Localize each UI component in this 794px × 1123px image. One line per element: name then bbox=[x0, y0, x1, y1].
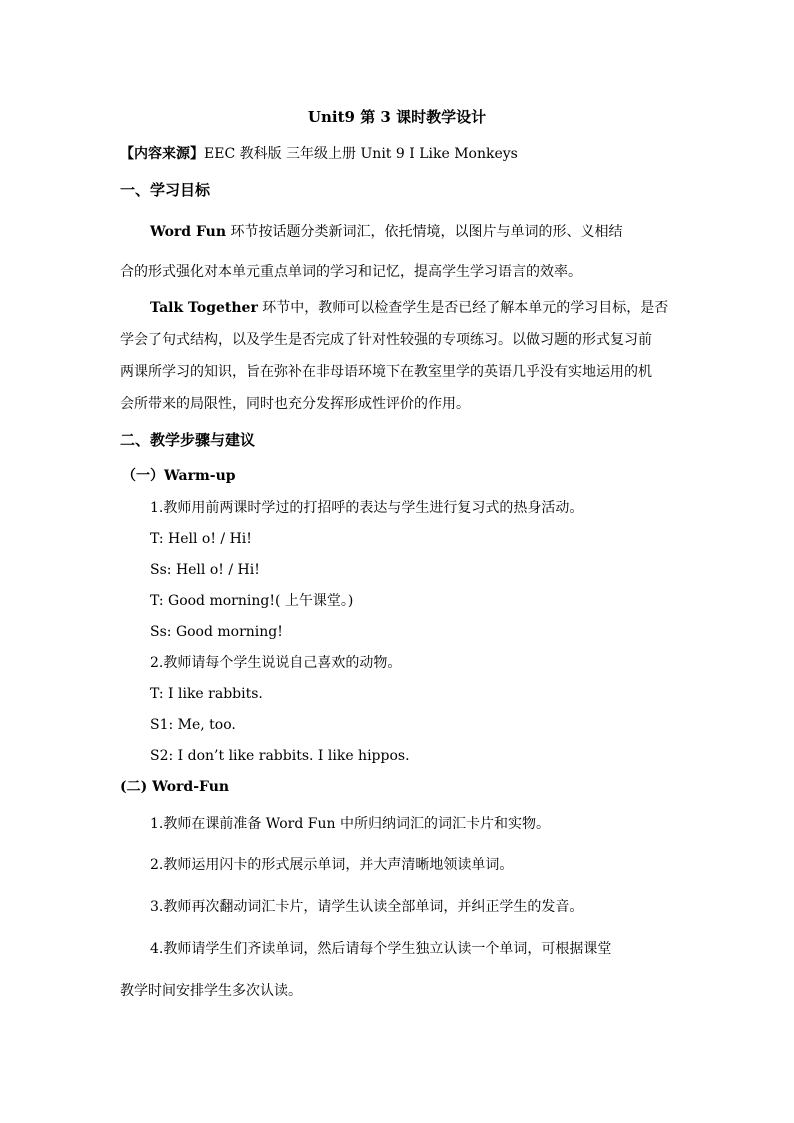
paragraph-1-line-1 bbox=[150, 222, 622, 242]
content-source-label: 【内容来源】 bbox=[120, 146, 204, 162]
talk-together-term: Talk Together bbox=[150, 300, 258, 316]
content-source-text: EEC 教科版 三年级上册 Unit 9 I Like Monkeys bbox=[204, 146, 518, 162]
paragraph-1-line-2: 合的形式强化对本单元重点单词的学习和记忆，提高学生学习语言的效率。 bbox=[120, 264, 582, 280]
content-source bbox=[120, 144, 518, 164]
dialogue-line: S1: Me, too. bbox=[150, 717, 236, 733]
dialogue-line: Ss: Good morning! bbox=[150, 624, 283, 640]
word-fun-step-1: 1.教师在课前准备 Word Fun 中所归纳词汇的词汇卡片和实物。 bbox=[150, 816, 550, 832]
dialogue-line: S2: I don’t like rabbits. I like hippos. bbox=[150, 748, 410, 764]
word-fun-step-2: 2.教师运用闪卡的形式展示单词，并大声清晰地领读单词。 bbox=[150, 857, 514, 873]
paragraph-2-line-2: 学会了句式结构，以及学生是否完成了针对性较强的专项练习。以做习题的形式复习前 bbox=[120, 332, 652, 348]
warm-up-step-2: 2.教师请每个学生说说自己喜欢的动物。 bbox=[150, 655, 402, 671]
dialogue-line: T: Good morning!( 上午课堂。) bbox=[150, 593, 354, 609]
paragraph-2-line-3: 两课所学习的知识，旨在弥补在非母语环境下在教室里学的英语几乎没有实地运用的机 bbox=[120, 364, 652, 380]
word-fun-term: Word Fun bbox=[150, 224, 227, 240]
subsection-heading-word-fun: (二) Word-Fun bbox=[120, 779, 230, 795]
warm-up-step-1: 1.教师用前两课时学过的打招呼的表达与学生进行复习式的热身活动。 bbox=[150, 500, 584, 516]
dialogue-line: T: Hell o! / Hi! bbox=[150, 531, 252, 547]
section-heading-steps: 二、教学步骤与建议 bbox=[120, 431, 256, 449]
paragraph-2-line-1 bbox=[150, 298, 668, 318]
dialogue-line: T: I like rabbits. bbox=[150, 686, 263, 702]
paragraph-2-line-4: 会所带来的局限性，同时也充分发挥形成性评价的作用。 bbox=[120, 396, 470, 412]
word-fun-step-4-line-2: 教学时间安排学生多次认读。 bbox=[120, 983, 302, 999]
dialogue-line: Ss: Hell o! / Hi! bbox=[150, 562, 260, 578]
word-fun-step-4-line-1: 4.教师请学生们齐读单词，然后请每个学生独立认读一个单词，可根据课堂 bbox=[150, 941, 612, 957]
section-heading-objectives: 一、学习目标 bbox=[120, 181, 211, 199]
page-title: Unit9 第 3 课时教学设计 bbox=[307, 108, 487, 126]
subsection-heading-warm-up: （一）Warm-up bbox=[122, 468, 236, 484]
paragraph-2-line-1-text: 环节中，教师可以检查学生是否已经了解本单元的学习目标，是否 bbox=[257, 300, 669, 316]
word-fun-step-3: 3.教师再次翻动词汇卡片，请学生认读全部单词，并纠正学生的发音。 bbox=[150, 899, 584, 915]
paragraph-1-line-1-text: 环节按话题分类新词汇，依托情境，以图片与单词的形、义相结 bbox=[226, 224, 623, 240]
